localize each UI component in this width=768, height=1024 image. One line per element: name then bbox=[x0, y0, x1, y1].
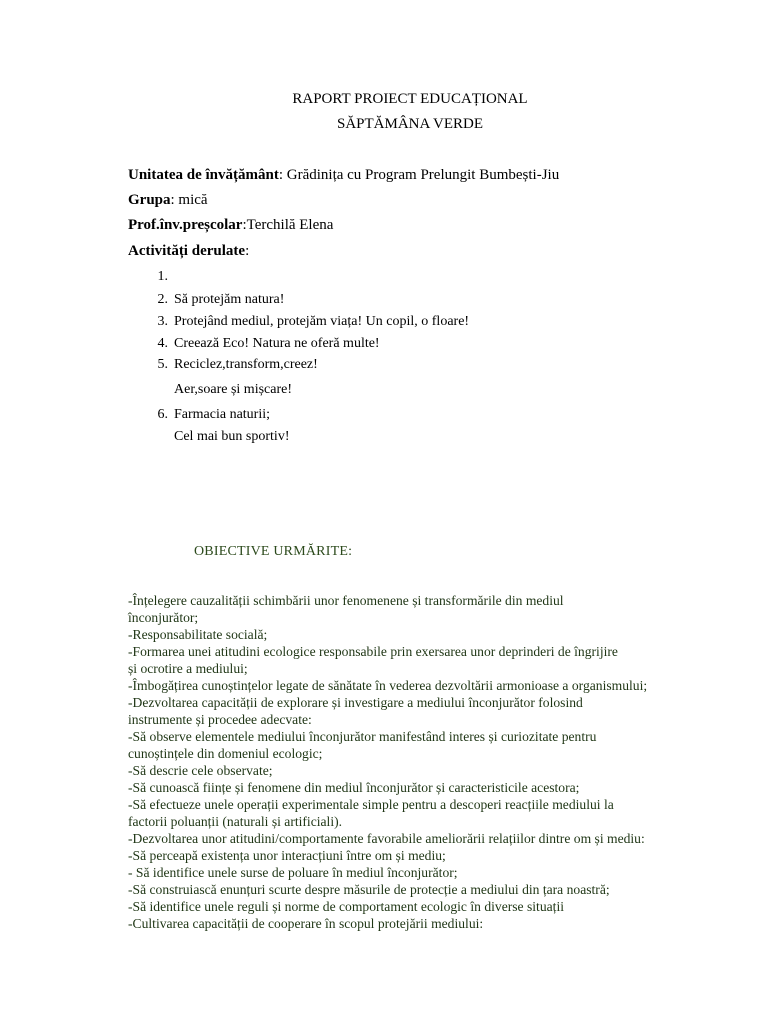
objective-line: - Să identifice unele surse de poluare în mediul înconjurător; bbox=[128, 865, 458, 880]
field-prof bbox=[128, 217, 333, 234]
objective-line: -Responsabilitate socială; bbox=[128, 627, 268, 642]
field-unitate bbox=[128, 167, 559, 184]
activity-text: Protejând mediul, protejăm viața! Un copil, o floare! bbox=[174, 314, 470, 329]
objective-line: -Să perceapă existența unor interacțiuni între om și mediu; bbox=[128, 848, 446, 863]
activity-text: Cel mai bun sportiv! bbox=[174, 429, 290, 444]
activity-number: 6. bbox=[157, 407, 168, 422]
activity-number: 4. bbox=[157, 336, 168, 351]
activity-number: 5. bbox=[157, 357, 168, 372]
field-activitati bbox=[128, 243, 249, 260]
field-unitate-label: Unitatea de învățământ bbox=[128, 167, 279, 183]
objective-line: -Înțelegere cauzalității schimbării unor fenomenene și transformările din mediul bbox=[128, 593, 564, 608]
objective-line: -Formarea unei atitudini ecologice responsabile prin exersarea unor deprinderi de îngrijire bbox=[128, 644, 618, 659]
field-prof-value: :Terchilă Elena bbox=[242, 217, 334, 233]
activity-text: Creează Eco! Natura ne oferă multe! bbox=[174, 336, 380, 351]
activity-number: 2. bbox=[157, 292, 168, 307]
objective-line: înconjurător; bbox=[128, 610, 199, 625]
objective-line: -Dezvoltarea capacității de explorare și investigare a mediului înconjurător folosind bbox=[128, 695, 583, 710]
objective-line: instrumente și procedee adecvate: bbox=[128, 712, 312, 727]
field-grupa-value: : mică bbox=[170, 192, 208, 208]
field-grupa-label: Grupa bbox=[128, 192, 171, 208]
objective-line: -Să cunoască ființe și fenomene din mediul înconjurător și caracteristicile acestora; bbox=[128, 780, 580, 795]
activity-text: Să protejăm natura! bbox=[174, 292, 285, 307]
field-activitati-label: Activități derulate bbox=[128, 243, 246, 259]
field-prof-label: Prof.înv.preșcolar bbox=[128, 217, 243, 233]
objective-line: -Să construiască enunțuri scurte despre măsurile de protecție a mediului din țara noastră; bbox=[128, 882, 610, 897]
field-activitati-colon: : bbox=[245, 243, 250, 259]
objectives-list bbox=[128, 592, 728, 932]
activity-text: Farmacia naturii; bbox=[174, 407, 271, 422]
field-grupa bbox=[128, 192, 208, 209]
objective-line: -Cultivarea capacității de cooperare în scopul protejării mediului: bbox=[128, 916, 484, 931]
objective-line: -Să efectueze unele operații experimentale simple pentru a descoperi reacțiile mediului la bbox=[128, 797, 614, 812]
objective-line: -Să descrie cele observate; bbox=[128, 763, 273, 778]
report-title: RAPORT PROIECT EDUCAȚIONAL bbox=[292, 91, 528, 107]
activity-text: Aer,soare și mișcare! bbox=[174, 382, 292, 397]
objective-line: -Să identifice unele reguli și norme de comportament ecologic în diverse situații bbox=[128, 899, 564, 914]
objective-line: -Să observe elementele mediului înconjurător manifestând interes și curiozitate pentru bbox=[128, 729, 597, 744]
objective-line: și ocrotire a mediului; bbox=[128, 661, 248, 676]
objectives-heading: OBIECTIVE URMĂRITE: bbox=[194, 544, 353, 559]
activity-text: Reciclez,transform,creez! bbox=[174, 357, 318, 372]
objective-line: factorii poluanții (naturali și artificiali). bbox=[128, 814, 343, 829]
project-name: SĂPTĂMÂNA VERDE bbox=[337, 116, 483, 132]
activity-number: 1. bbox=[157, 269, 168, 284]
objective-line: -Îmbogățirea cunoștințelor legate de sănătate în vederea dezvoltării armonioase a organismului; bbox=[128, 678, 648, 693]
objective-line: -Dezvoltarea unor atitudini/comportamente favorabile ameliorării relațiilor dintre om și mediu: bbox=[128, 831, 645, 846]
activity-number: 3. bbox=[157, 314, 168, 329]
field-unitate-value: : Grădinița cu Program Prelungit Bumbești-Jiu bbox=[278, 167, 560, 183]
objective-line: cunoștințele din domeniul ecologic; bbox=[128, 746, 323, 761]
